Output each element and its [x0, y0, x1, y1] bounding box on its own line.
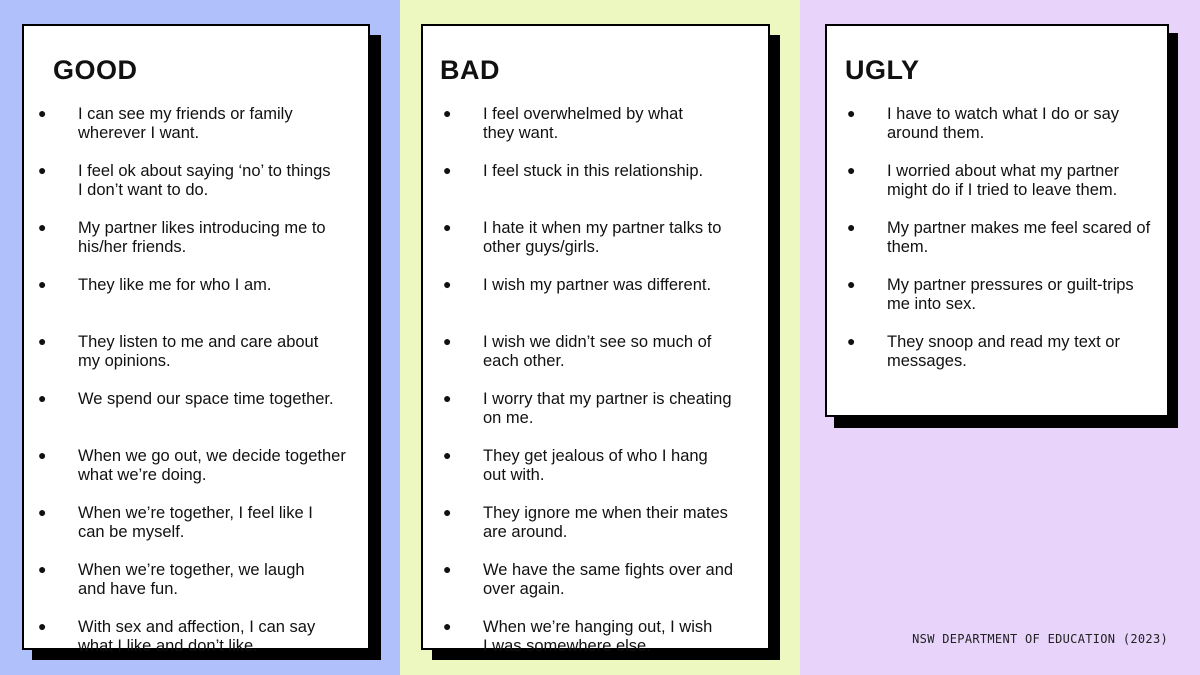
list-item — [847, 219, 1167, 276]
list-item-text — [78, 561, 305, 599]
list-item-line: his/her friends. — [78, 238, 187, 256]
list-item — [443, 162, 763, 219]
list-item-text — [483, 504, 728, 542]
list-item-text — [887, 333, 1120, 371]
list-item — [443, 333, 763, 390]
bullet-icon: ● — [443, 333, 452, 349]
bullet-icon: ● — [443, 105, 452, 121]
list-item-line: We have the same fights over and — [483, 561, 734, 579]
bullet-icon: ● — [38, 618, 47, 634]
ugly-list — [847, 105, 1167, 390]
list-item-line: We spend our space time together. — [78, 390, 334, 408]
list-item-text — [78, 219, 326, 257]
list-item — [847, 276, 1167, 333]
list-item-text — [483, 447, 708, 485]
list-item-line: I wish my partner was different. — [483, 276, 712, 294]
list-item — [847, 105, 1167, 162]
bullet-icon: ● — [443, 618, 452, 634]
list-item-text — [483, 276, 711, 295]
list-item-line: I feel ok about saying ‘no’ to things — [78, 162, 331, 180]
bullet-icon: ● — [443, 162, 452, 178]
list-item-line: I hate it when my partner talks to — [483, 219, 722, 237]
bullet-icon: ● — [443, 561, 452, 577]
list-item-text — [78, 618, 315, 656]
list-item — [38, 162, 368, 219]
bad-card — [421, 24, 770, 655]
list-item-text — [78, 276, 271, 295]
list-item-line: When we’re together, we laugh — [78, 561, 305, 579]
list-item-line: My partner makes me feel scared of — [887, 219, 1151, 237]
list-item-text — [483, 561, 733, 599]
list-item-text — [483, 105, 683, 143]
list-item-line: my opinions. — [78, 352, 171, 370]
bullet-icon: ● — [38, 504, 47, 520]
list-item-text — [78, 105, 293, 143]
list-item-line: I have to watch what I do or say — [887, 105, 1120, 123]
bullet-icon: ● — [847, 219, 856, 235]
list-item — [443, 618, 763, 675]
list-item — [38, 219, 368, 276]
list-item-line: I feel stuck in this relationship. — [483, 162, 704, 180]
list-item — [443, 219, 763, 276]
bullet-icon: ● — [38, 276, 47, 292]
list-item — [38, 276, 368, 333]
bullet-icon: ● — [38, 333, 47, 349]
bad-list — [443, 105, 763, 675]
list-item-line: When we’re together, I feel like I — [78, 504, 313, 522]
list-item — [38, 333, 368, 390]
list-item-line: and have fun. — [78, 580, 178, 598]
bullet-icon: ● — [38, 105, 47, 121]
list-item — [38, 618, 368, 675]
bullet-icon: ● — [443, 504, 452, 520]
list-item-text — [78, 162, 331, 200]
list-item-line: When we go out, we decide together — [78, 447, 346, 465]
list-item — [443, 504, 763, 561]
list-item-text — [887, 162, 1119, 200]
bullet-icon: ● — [847, 162, 856, 178]
list-item-text — [78, 333, 318, 371]
list-item-line: I worried about what my partner — [887, 162, 1120, 180]
bullet-icon: ● — [38, 447, 47, 463]
list-item-line: I worry that my partner is cheating — [483, 390, 732, 408]
list-item — [443, 561, 763, 618]
bad-card-title: BAD — [440, 55, 500, 85]
list-item-line: might do if I tried to leave them. — [887, 181, 1118, 199]
list-item-text — [887, 219, 1150, 257]
list-item — [38, 105, 368, 162]
bullet-icon: ● — [38, 219, 47, 235]
list-item-line: I can see my friends or family — [78, 105, 293, 123]
list-item-text — [483, 390, 732, 428]
bullet-icon: ● — [38, 162, 47, 178]
good-list — [38, 105, 368, 675]
list-item-line: messages. — [887, 352, 967, 370]
list-item-text — [887, 105, 1119, 143]
list-item-line: they want. — [483, 124, 559, 142]
list-item-line: each other. — [483, 352, 565, 370]
list-item-line: them. — [887, 238, 929, 256]
list-item-line: wherever I want. — [78, 124, 200, 142]
list-item-line: I wish we didn’t see so much of — [483, 333, 712, 351]
list-item — [38, 561, 368, 618]
list-item-text — [483, 162, 703, 181]
list-item — [38, 447, 368, 504]
bullet-icon: ● — [847, 333, 856, 349]
list-item — [38, 504, 368, 561]
list-item-line: My partner pressures or guilt-trips — [887, 276, 1134, 294]
list-item-text — [78, 447, 346, 485]
list-item — [443, 447, 763, 504]
list-item — [847, 162, 1167, 219]
bullet-icon: ● — [38, 561, 47, 577]
list-item-text — [78, 504, 313, 542]
list-item-line: They like me for who I am. — [78, 276, 272, 294]
list-item-line: are around. — [483, 523, 568, 541]
bullet-icon: ● — [847, 276, 856, 292]
bullet-icon: ● — [443, 390, 452, 406]
list-item-line: My partner likes introducing me to — [78, 219, 326, 237]
list-item-line: They listen to me and care about — [78, 333, 319, 351]
list-item — [38, 390, 368, 447]
ugly-card-title: UGLY — [845, 55, 920, 85]
list-item-line: on me. — [483, 409, 534, 427]
list-item-line: over again. — [483, 580, 565, 598]
list-item-line: what we’re doing. — [78, 466, 207, 484]
list-item-line: They ignore me when their mates — [483, 504, 728, 522]
ugly-card — [825, 24, 1169, 417]
bullet-icon: ● — [443, 219, 452, 235]
list-item-line: what I like and don’t like. — [78, 637, 258, 655]
list-item-line: out with. — [483, 466, 545, 484]
list-item-text — [78, 390, 334, 409]
bullet-icon: ● — [443, 447, 452, 463]
bullet-icon: ● — [443, 276, 452, 292]
list-item-line: I was somewhere else. — [483, 637, 651, 655]
bullet-icon: ● — [38, 390, 47, 406]
list-item-line: They snoop and read my text or — [887, 333, 1120, 351]
good-card — [22, 24, 370, 655]
list-item — [847, 333, 1167, 390]
list-item-line: When we’re hanging out, I wish — [483, 618, 713, 636]
list-item — [443, 105, 763, 162]
good-card-title: GOOD — [53, 55, 138, 85]
list-item-text — [887, 276, 1134, 314]
list-item-text — [483, 219, 721, 257]
list-item-line: around them. — [887, 124, 985, 142]
list-item — [443, 390, 763, 447]
list-item-text — [483, 618, 712, 656]
list-item-line: I don’t want to do. — [78, 181, 209, 199]
list-item — [443, 276, 763, 333]
list-item-line: other guys/girls. — [483, 238, 600, 256]
source-credit: NSW DEPARTMENT OF EDUCATION (2023) — [912, 632, 1168, 646]
list-item-line: They get jealous of who I hang — [483, 447, 708, 465]
list-item-line: I feel overwhelmed by what — [483, 105, 683, 123]
list-item-line: With sex and affection, I can say — [78, 618, 316, 636]
list-item-text — [483, 333, 711, 371]
list-item-line: can be myself. — [78, 523, 185, 541]
list-item-line: me into sex. — [887, 295, 976, 313]
bullet-icon: ● — [847, 105, 856, 121]
